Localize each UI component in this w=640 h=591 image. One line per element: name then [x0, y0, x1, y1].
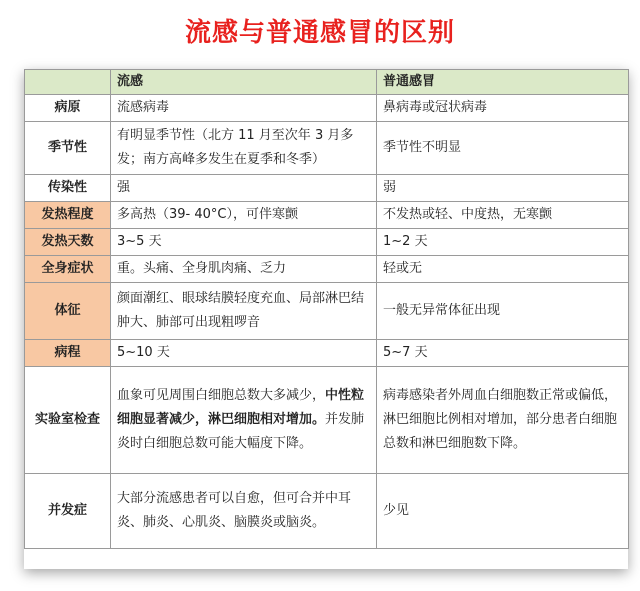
header-cell-empty — [25, 70, 111, 95]
cold-cell: 病毒感染者外周血白细胞数正常或偏低，淋巴细胞比例相对增加，部分患者白细胞总数和淋巴细胞数下降。 — [377, 367, 629, 474]
flu-cell: 流感病毒 — [111, 95, 377, 122]
table-row — [25, 256, 629, 283]
cold-cell: 少见 — [377, 474, 629, 549]
header-cell-flu: 流感 — [111, 70, 377, 95]
flu-cell — [111, 367, 377, 474]
table-row — [25, 367, 629, 474]
flu-lab-text-2: 并发肺炎时白细胞总数可能大幅度下降。 — [117, 412, 365, 451]
table-header-row — [25, 70, 629, 95]
cold-cell: 一般无异常体征出现 — [377, 283, 629, 340]
flu-cell: 多高热（39- 40°C），可伴寒颤 — [111, 202, 377, 229]
cold-cell: 季节性不明显 — [377, 122, 629, 175]
flu-cell: 颜面潮红、眼球结膜轻度充血、局部淋巴结肿大、肺部可出现粗啰音 — [111, 283, 377, 340]
row-label: 发热程度 — [25, 202, 111, 229]
table-row — [25, 202, 629, 229]
table-row — [25, 175, 629, 202]
cold-cell: 5~7 天 — [377, 340, 629, 367]
flu-lab-text: 血象可见周围白细胞总数大多减少， — [117, 388, 326, 403]
row-label: 病程 — [25, 340, 111, 367]
row-label: 发热天数 — [25, 229, 111, 256]
table-row — [25, 283, 629, 340]
row-label: 病原 — [25, 95, 111, 122]
flu-cell: 大部分流感患者可以自愈，但可合并中耳炎、肺炎、心肌炎、脑膜炎或脑炎。 — [111, 474, 377, 549]
cold-cell: 1~2 天 — [377, 229, 629, 256]
flu-cell: 重。头痛、全身肌肉痛、乏力 — [111, 256, 377, 283]
row-label: 体征 — [25, 283, 111, 340]
flu-cell: 强 — [111, 175, 377, 202]
row-label: 传染性 — [25, 175, 111, 202]
row-label: 实验室检查 — [25, 367, 111, 474]
flu-cell: 有明显季节性（北方 11 月至次年 3 月多发；南方高峰多发生在夏季和冬季） — [111, 122, 377, 175]
comparison-table-frame — [24, 69, 628, 569]
table-row — [25, 340, 629, 367]
cold-cell: 不发热或轻、中度热，无寒颤 — [377, 202, 629, 229]
page-title: 流感与普通感冒的区别 — [184, 18, 455, 48]
row-label: 全身症状 — [25, 256, 111, 283]
table-row — [25, 122, 629, 175]
cold-cell: 鼻病毒或冠状病毒 — [377, 95, 629, 122]
flu-cell: 3~5 天 — [111, 229, 377, 256]
table-row — [25, 474, 629, 549]
cold-cell: 轻或无 — [377, 256, 629, 283]
table-row — [25, 229, 629, 256]
row-label: 季节性 — [25, 122, 111, 175]
flu-cell: 5~10 天 — [111, 340, 377, 367]
row-label: 并发症 — [25, 474, 111, 549]
comparison-table — [24, 69, 629, 549]
header-cell-cold: 普通感冒 — [377, 70, 629, 95]
table-row — [25, 95, 629, 122]
cold-cell: 弱 — [377, 175, 629, 202]
flu-lab-bold-text: 中性粒细胞显著减少，淋巴细胞相对增加。 — [117, 388, 365, 427]
